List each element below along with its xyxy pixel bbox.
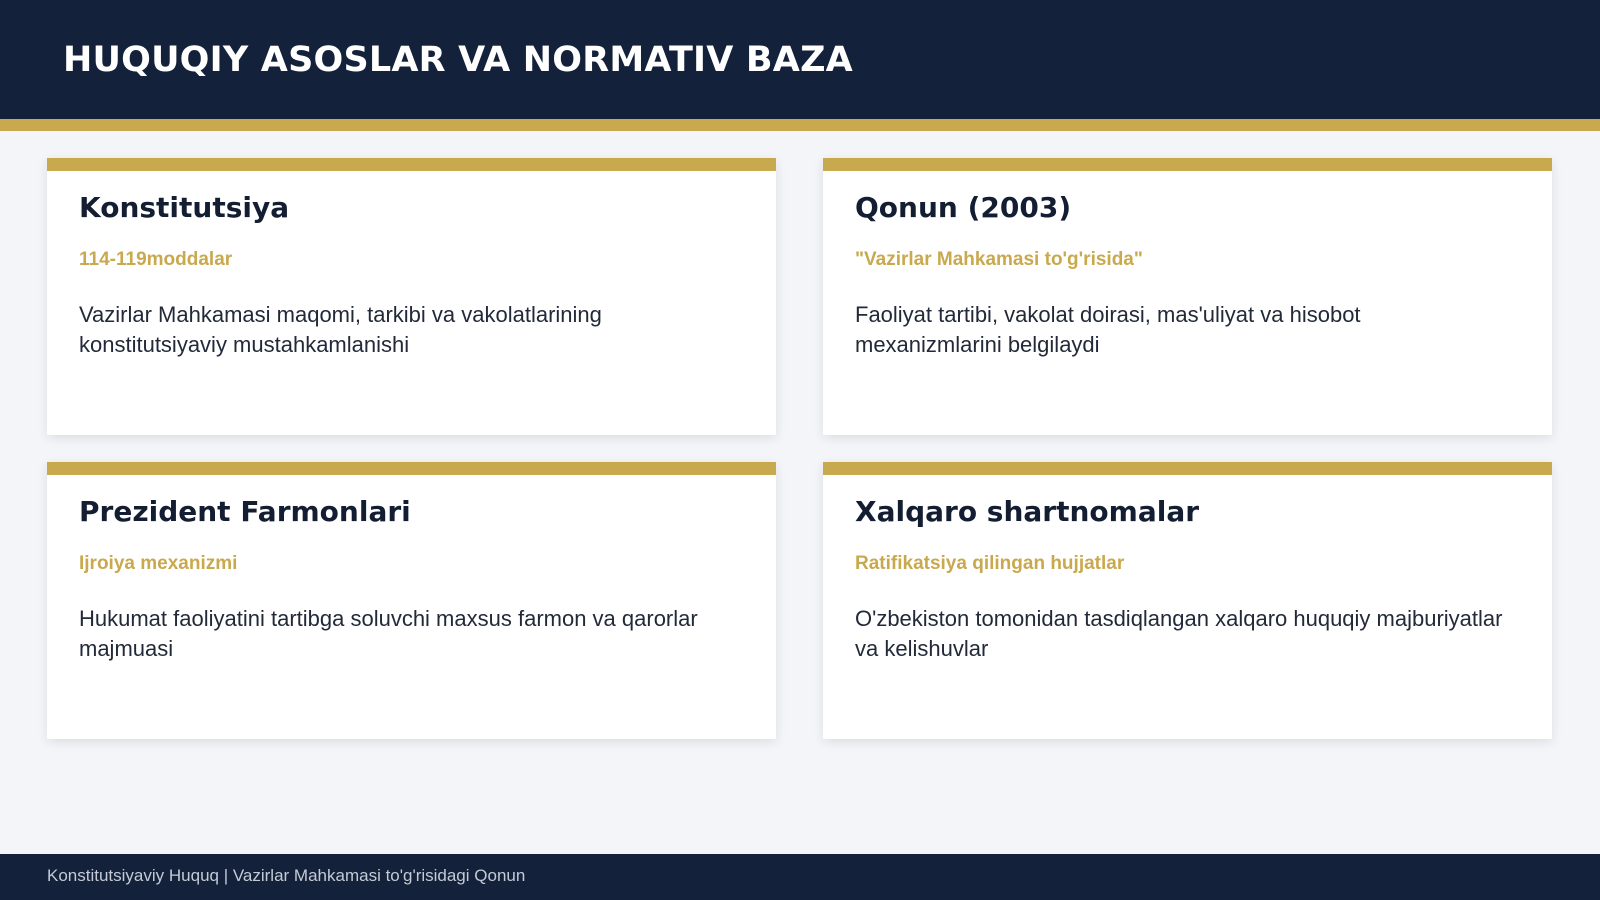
card-accent-bar [47, 158, 776, 171]
card-description: O'zbekiston tomonidan tasdiqlangan xalqaro huquqiy majburiyatlar va kelishuvlar [855, 606, 1503, 661]
card-subtitle: Ijroiya mexanizmi [79, 553, 238, 574]
card-title: Konstitutsiya [79, 191, 290, 224]
page-title: HUQUQIY ASOSLAR VA NORMATIV BAZA [63, 40, 853, 80]
card-subtitle: 114-119moddalar [79, 249, 233, 270]
card-accent-bar [823, 158, 1552, 171]
card-prezident-farmonlari [47, 462, 776, 739]
card-title: Prezident Farmonlari [79, 495, 411, 528]
card-subtitle: Ratifikatsiya qilingan hujjatlar [855, 553, 1125, 574]
header-accent-stripe [0, 119, 1600, 131]
card-xalqaro-shartnomalar [823, 462, 1552, 739]
footer-text: Konstitutsiyaviy Huquq | Vazirlar Mahkamasi to'g'risidagi Qonun [47, 866, 526, 885]
card-accent-bar [47, 462, 776, 475]
card-title: Xalqaro shartnomalar [855, 495, 1200, 528]
footer-bar [0, 854, 1600, 900]
card-subtitle: "Vazirlar Mahkamasi to'g'risida" [855, 249, 1143, 270]
card-description: Faoliyat tartibi, vakolat doirasi, mas'uliyat va hisobot mexanizmlarini belgilaydi [855, 302, 1361, 357]
card-description: Hukumat faoliyatini tartibga soluvchi maxsus farmon va qarorlar majmuasi [79, 606, 698, 661]
card-description: Vazirlar Mahkamasi maqomi, tarkibi va vakolatlarining konstitutsiyaviy mustahkamlanishi [79, 302, 602, 357]
card-konstitutsiya [47, 158, 776, 435]
card-accent-bar [823, 462, 1552, 475]
header-bar [0, 0, 1600, 119]
card-qonun [823, 158, 1552, 435]
card-title: Qonun (2003) [855, 191, 1072, 224]
